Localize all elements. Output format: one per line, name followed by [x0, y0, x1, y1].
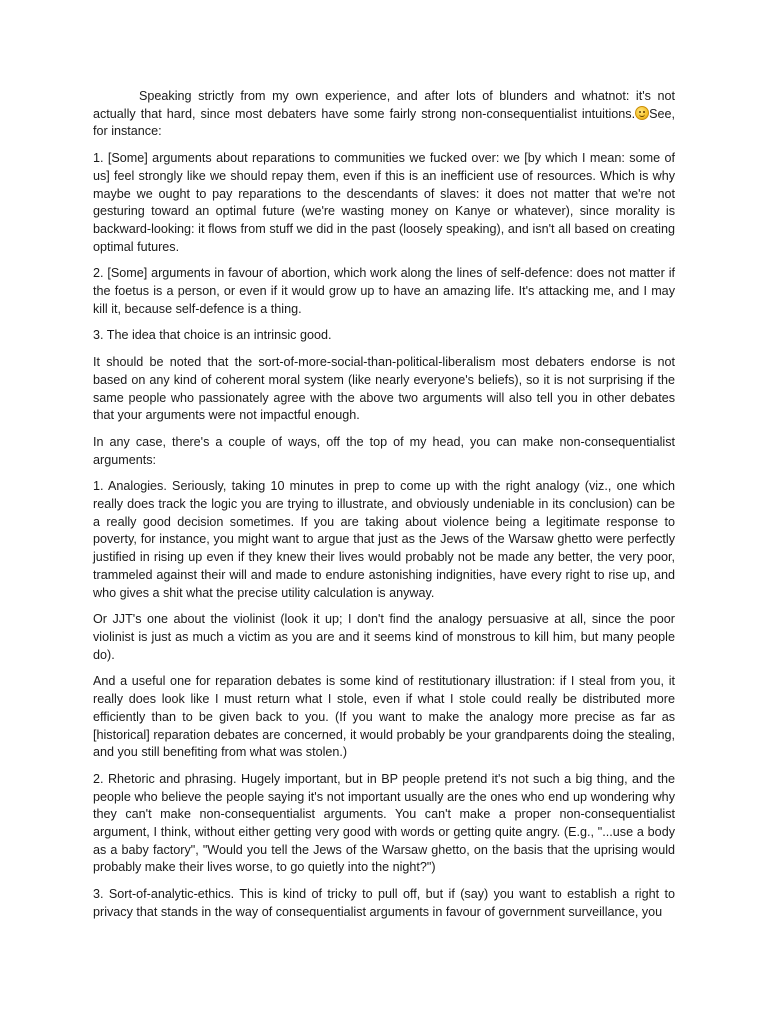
paragraph: It should be noted that the sort-of-more-social-than-political-liberalism most debaters endorse is not based on any kind of coherent moral system (like nearly everyone's beliefs), so it is not surprising if the same people who passionately agree with the above two arguments will also tell you in other debates that your arguments were not impactful enough. [93, 355, 675, 423]
paragraph: 3. The idea that choice is an intrinsic good. [93, 328, 332, 343]
paragraph: 2. Rhetoric and phrasing. Hugely important, but in BP people pretend it's not such a big thing, and the people who believe the people saying it's not important usually are the ones who end up wondering why they can't make non-consequentialist arguments. You can't make a proper non-consequentialist argument, I think, without either getting very good with words or getting quite angry. (E.g., "...use a body as a baby factory", "Would you tell the Jews of the Warsaw ghetto, on the basis that the uprising would probably make their lives worse, to go quietly into the night?") [93, 771, 675, 875]
paragraph: In any case, there's a couple of ways, off the top of my head, you can make non-consequentialist arguments: [93, 434, 675, 467]
paragraph-intro [93, 88, 675, 141]
paragraph: And a useful one for reparation debates is some kind of restitutionary illustration: if I steal from you, it really does look like I must return what I stole, even if what I stole could really be distributed more efficiently than to be given back to you. (If you want to make the analogy more precise as far as [historical] reparation debates are concerned, it would probably be your grandparents doing the stealing, and you still benefiting from what was stolen.) [93, 674, 675, 760]
document-body [93, 88, 675, 931]
paragraph: 1. [Some] arguments about reparations to communities we fucked over: we [by which I mean: some of us] feel strongly like we should repay them, even if this is an inefficient use of resources. Which is why maybe we ought to pay reparations to the descendants of slaves: it does not matter that we're not gesturing toward an optimal future (we're wasting money on Kanye or whatever), since morality is backward-looking: it flows from stuff we did in the past (loosely speaking), and isn't all based on creating optimal futures. [93, 151, 675, 254]
paragraph: 3. Sort-of-analytic-ethics. This is kind of tricky to pull off, but if (say) you want to establish a right to privacy that stands in the way of consequentialist arguments in favour of government surveillance, you [93, 887, 675, 919]
paragraph-intro-text: Speaking strictly from my own experience, and after lots of blunders and whatnot: it's not actually that hard, since most debaters have some fairly strong non-consequentialist intuitions. [93, 89, 675, 121]
paragraph: 1. Analogies. Seriously, taking 10 minutes in prep to come up with the right analogy (viz., one which really does track the logic you are trying to illustrate, and obviously undeniable in its conclusion) can be a really good decision sometimes. If you are taking about violence being a legitimate response to poverty, for instance, you might want to argue that just as the Jews of the Warsaw ghetto were perfectly justified in rising up even if they knew their lives would probably not be made any better, the very poor, trammeled against their will and made to endure astonishing indignities, have every right to rise up, and who gives a shit what the precise utility calculation is anyway. [93, 479, 675, 600]
paragraph: 2. [Some] arguments in favour of abortion, which work along the lines of self-defence: does not matter if the foetus is a person, or even if it would grow up to have an amazing life. It's attacking me, and I may kill it, because self-defence is a thing. [93, 266, 675, 316]
paragraph: Or JJT's one about the violinist (look it up; I don't find the analogy persuasive at all, since the poor violinist is just as much a victim as you are and it seems kind of monstrous to kill him, but many people do). [93, 612, 675, 662]
smiley-icon [635, 106, 649, 120]
paragraph-intro-continuation: See, for instance: [93, 106, 675, 139]
